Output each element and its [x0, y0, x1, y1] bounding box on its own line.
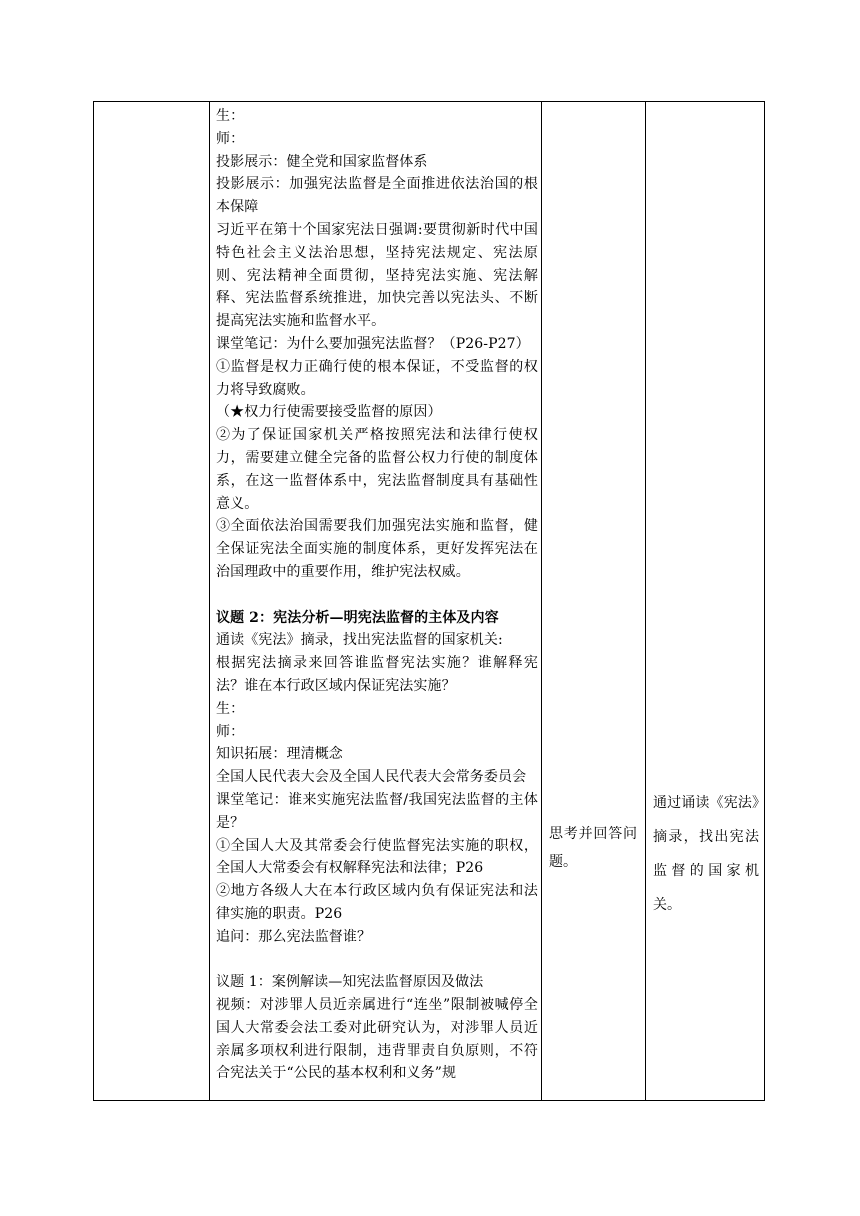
blank-line	[216, 948, 538, 971]
topic-heading: 议题 2：宪法分析—明宪法监督的主体及内容	[216, 609, 499, 626]
text-line: 师：	[216, 130, 245, 147]
text-line: ②地方各级人大在本行政区域内负有保证宪法和法律实施的职责。P26	[216, 883, 538, 922]
text-line: 投影展示：健全党和国家监督体系	[216, 153, 428, 170]
design-intent-text: 通过诵读《宪法》摘录，找出宪法监督的国家机关。	[653, 795, 759, 913]
student-activity-text: 思考并回答问题。	[549, 826, 637, 870]
text-line: 习近平在第十个国家宪法日强调:要贯彻新时代中国特色社会主义法治思想，坚持宪法规定、宪法原则、宪法精神全面贯彻，坚持宪法实施、宪法解释、宪法监督系统推进，加快完善以宪法头、不断提高宪法实施和监督水平。	[216, 221, 538, 330]
text-line: 全国人民代表大会及全国人民代表大会常务委员会	[216, 769, 527, 786]
text-line: 追问：那么宪法监督谁？	[216, 928, 372, 945]
text-line: ①监督是权力正确行使的根本保证，不受监督的权力将导致腐败。	[216, 358, 538, 398]
text-line: 课堂笔记：为什么要加强宪法监督？（P26-P27）	[216, 335, 530, 352]
text-line: （★权力行使需要接受监督的原因）	[216, 404, 442, 421]
text-line: 课堂笔记：谁来实施宪法监督/我国宪法监督的主体是？	[216, 791, 538, 831]
student-activity-cell	[541, 102, 645, 1100]
text-line: 生：	[216, 108, 245, 124]
teacher-activity-cell	[209, 102, 541, 1100]
text-line: ②为了保证国家机关严格按照宪法和法律行使权力，需要建立健全完备的监督公权力行使的制度体系，在这一监督体系中，宪法监督制度具有基础性意义。	[216, 427, 538, 512]
text-line: 生：	[216, 700, 245, 717]
topic-heading: 议题 1：案例解读—知宪法监督原因及做法	[216, 974, 484, 991]
text-line: 投影展示：加强宪法监督是全面推进依法治国的根本保障	[216, 176, 538, 216]
text-line: 师：	[216, 723, 245, 740]
text-line: ①全国人大及其常委会行使监督宪法实施的职权，全国人大常委会有权解释宪法和法律；P26	[216, 837, 538, 877]
text-line: 根据宪法摘录来回答谁监督宪法实施？谁解释宪法？谁在本行政区域内保证宪法实施？	[216, 655, 538, 694]
text-line: 视频：对涉罪人员近亲属进行“连坐”限制被喊停全国人大常委会法工委对此研究认为，对涉罪人员近亲属多项权利进行限制，违背罪责自负原则，不符合宪法关于“公民的基本权利和义务”规	[216, 997, 538, 1082]
blank-line	[216, 584, 538, 607]
design-intent-cell	[645, 102, 765, 1100]
stage-cell	[94, 102, 209, 1100]
text-line: 通读《宪法》摘录，找出宪法监督的国家机关:	[216, 632, 503, 649]
text-line: ③全面依法治国需要我们加强宪法实施和监督，健全保证宪法全面实施的制度体系，更好发挥宪法在治国理政中的重要作用，维护宪法权威。	[216, 518, 538, 580]
text-line: 知识拓展：理清概念	[216, 746, 343, 763]
lesson-table	[93, 101, 765, 1101]
